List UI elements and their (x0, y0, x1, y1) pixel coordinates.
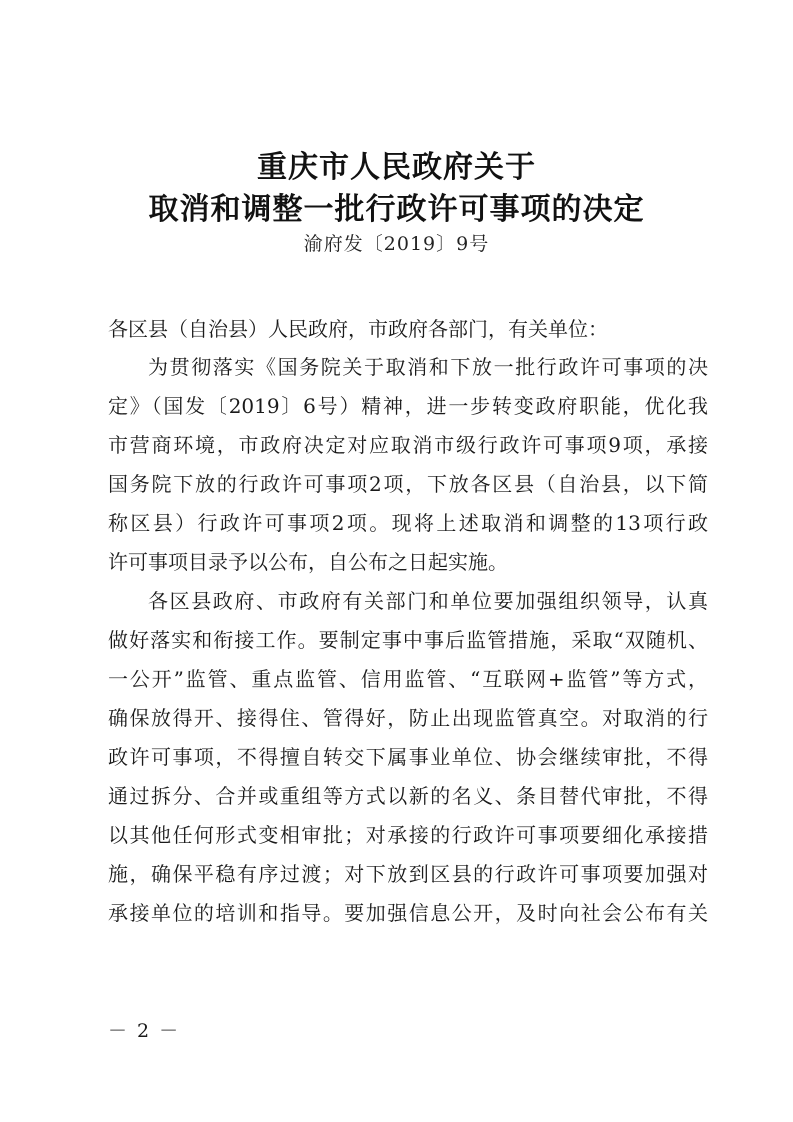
paragraph1-line: 许可事项目录予以公布，自公布之日起实施。 (108, 550, 508, 574)
paragraph1-line: 称区县）行政许可事项2项。现将上述取消和调整的13项行政 (108, 511, 708, 535)
paragraph2-line: 确保放得开、接得住、管得好，防止出现监管真空。对取消的行 (108, 706, 708, 730)
paragraph1-line: 市营商环境，市政府决定对应取消市级行政许可事项9项，承接 (108, 433, 708, 457)
paragraph2-line: 承接单位的培训和指导。要加强信息公开，及时向社会公布有关 (108, 901, 708, 925)
paragraph2-line: 一公开”监管、重点监管、信用监管、“互联网+监管”等方式， (108, 667, 708, 691)
paragraph2-line: 各区县政府、市政府有关部门和单位要加强组织领导，认真 (148, 589, 708, 613)
page-number: － 2 － (108, 1020, 181, 1042)
paragraph1-line: 定》（国发〔2019〕6号）精神，进一步转变政府职能，优化我 (108, 394, 708, 418)
salutation: 各区县（自治县）人民政府，市政府各部门，有关单位： (108, 317, 608, 341)
paragraph1-line: 国务院下放的行政许可事项2项，下放各区县（自治县，以下简 (108, 472, 708, 496)
paragraph2-line: 以其他任何形式变相审批；对承接的行政许可事项要细化承接措 (108, 823, 708, 847)
paragraph2-line: 通过拆分、合并或重组等方式以新的名义、条目替代审批，不得 (108, 784, 708, 808)
paragraph1-line: 为贯彻落实《国务院关于取消和下放一批行政许可事项的决 (148, 355, 708, 379)
paragraph2-line: 政许可事项，不得擅自转交下属事业单位、协会继续审批，不得 (108, 745, 708, 769)
paragraph2-line: 施，确保平稳有序过渡；对下放到区县的行政许可事项要加强对 (108, 862, 708, 886)
document-number: 渝府发〔2019〕9号 (303, 233, 490, 255)
document-title-line2: 取消和调整一批行政许可事项的决定 (148, 192, 645, 227)
document-title-line1: 重庆市人民政府关于 (257, 150, 536, 185)
paragraph2-line: 做好落实和衔接工作。要制定事中事后监管措施，采取“双随机、 (108, 628, 708, 652)
